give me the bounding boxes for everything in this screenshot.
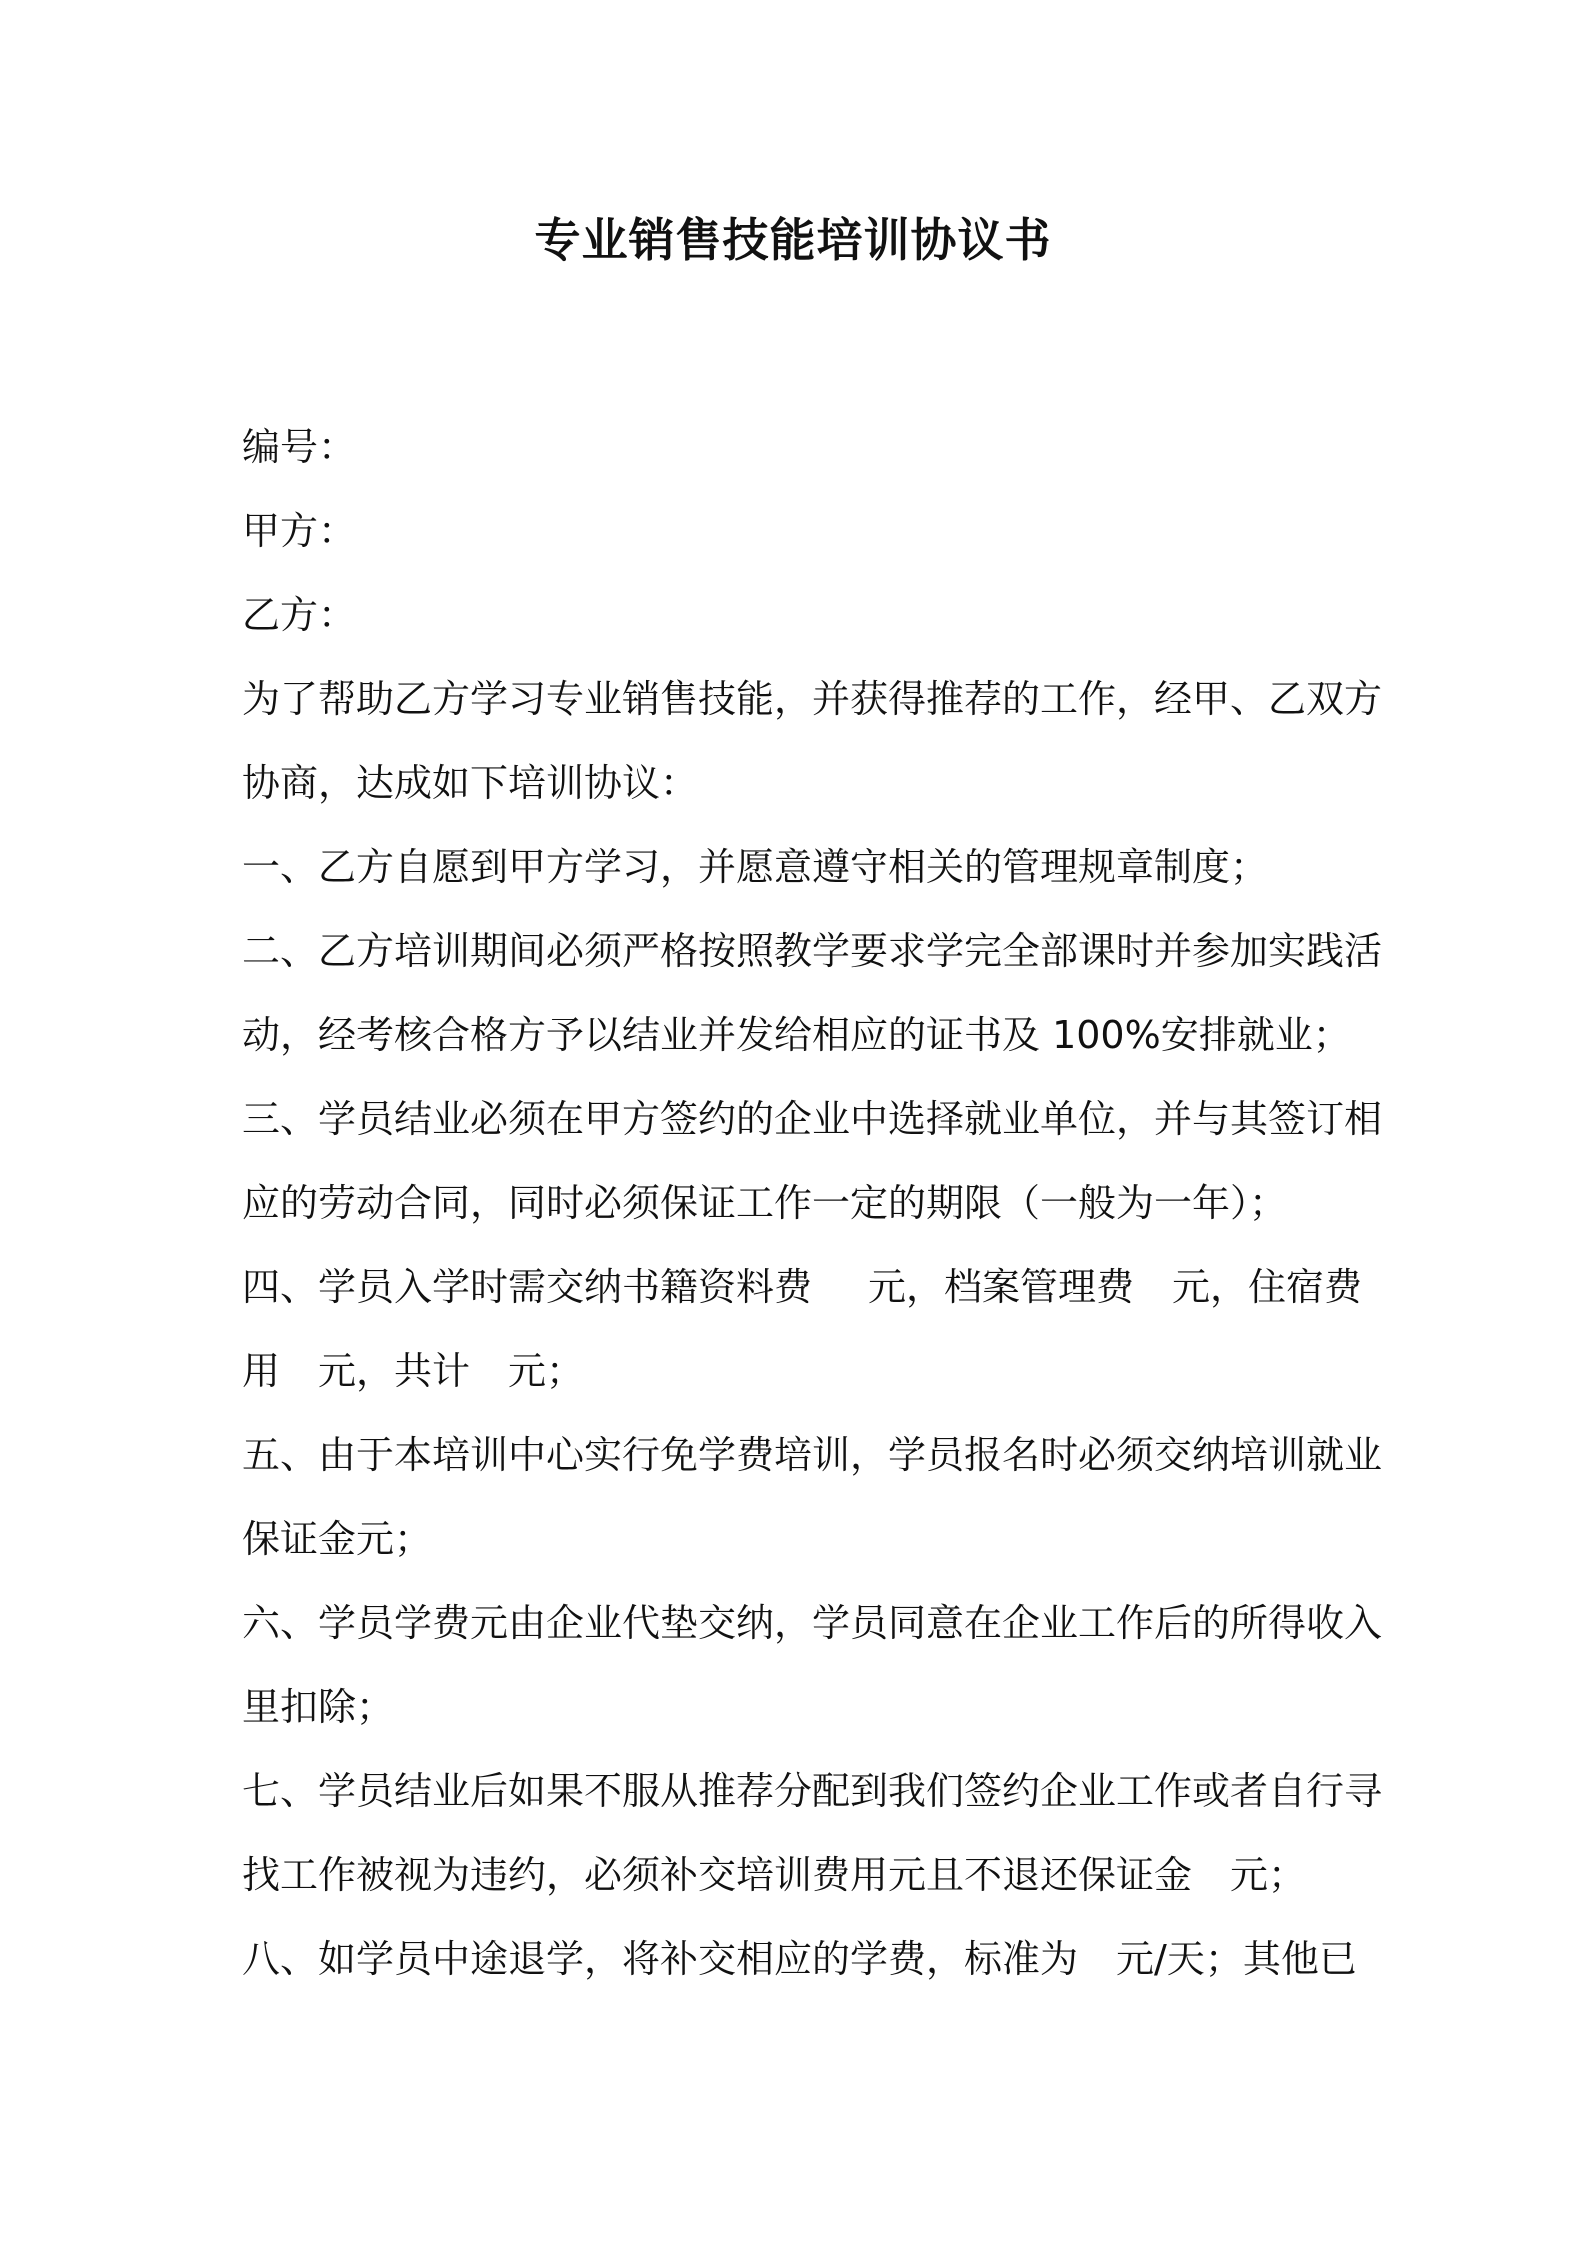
document-body bbox=[242, 405, 1383, 2001]
document-title: 专业销售技能培训协议书 bbox=[534, 213, 1052, 267]
clause-6-line-2: 里扣除； bbox=[242, 1685, 395, 1729]
clause-2-line-1: 二、乙方培训期间必须严格按照教学要求学完全部课时并参加实践活 bbox=[242, 929, 1383, 973]
party-a-field: 甲方： bbox=[242, 509, 357, 553]
clause-4-text-e: 元，共计 bbox=[318, 1349, 471, 1393]
number-field: 编号： bbox=[242, 425, 357, 469]
clause-6-line-1: 六、学员学费元由企业代垫交纳，学员同意在企业工作后的所得收入 bbox=[242, 1601, 1383, 1645]
clause-8-line-1 bbox=[242, 1917, 1362, 2001]
clause-2-line-2: 动，经考核合格方予以结业并发给相应的证书及 100%安排就业； bbox=[242, 1013, 1351, 1057]
clause-4-text-a: 四、学员入学时需交纳书籍资料费 bbox=[242, 1265, 813, 1309]
preamble-line-2: 协商，达成如下培训协议： bbox=[242, 761, 699, 805]
clause-3-line-2: 应的劳动合同，同时必须保证工作一定的期限（一般为一年）； bbox=[242, 1181, 1288, 1225]
clause-4-line-2 bbox=[242, 1329, 1362, 1413]
clause-5-line-1: 五、由于本培训中心实行免学费培训，学员报名时必须交纳培训就业 bbox=[242, 1433, 1383, 1477]
clause-7-line-1: 七、学员结业后如果不服从推荐分配到我们签约企业工作或者自行寻 bbox=[242, 1769, 1383, 1813]
clause-7-text-b: 元； bbox=[1230, 1853, 1307, 1897]
clause-8-text-b: 元/天；其他已 bbox=[1116, 1937, 1357, 1981]
clause-4-text-b: 元，档案管理费 bbox=[868, 1265, 1135, 1309]
preamble-line-1: 为了帮助乙方学习专业销售技能，并获得推荐的工作，经甲、乙双方 bbox=[242, 677, 1383, 721]
party-b-field: 乙方： bbox=[242, 593, 357, 637]
clause-1: 一、乙方自愿到甲方学习，并愿意遵守相关的管理规章制度； bbox=[242, 845, 1269, 889]
clause-7-text-a: 找工作被视为违约，必须补交培训费用元且不退还保证金 bbox=[242, 1853, 1193, 1897]
clause-7-line-2 bbox=[242, 1833, 1362, 1917]
clause-4-line-1 bbox=[242, 1245, 1362, 1329]
clause-3-line-1: 三、学员结业必须在甲方签约的企业中选择就业单位，并与其签订相 bbox=[242, 1097, 1383, 1141]
clause-5-line-2: 保证金元； bbox=[242, 1517, 433, 1561]
clause-4-text-d: 用 bbox=[242, 1349, 281, 1393]
clause-4-text-c: 元，住宿费 bbox=[1172, 1265, 1363, 1309]
clause-4-text-f: 元； bbox=[508, 1349, 585, 1393]
clause-8-text-a: 八、如学员中途退学，将补交相应的学费，标准为 bbox=[242, 1937, 1079, 1981]
